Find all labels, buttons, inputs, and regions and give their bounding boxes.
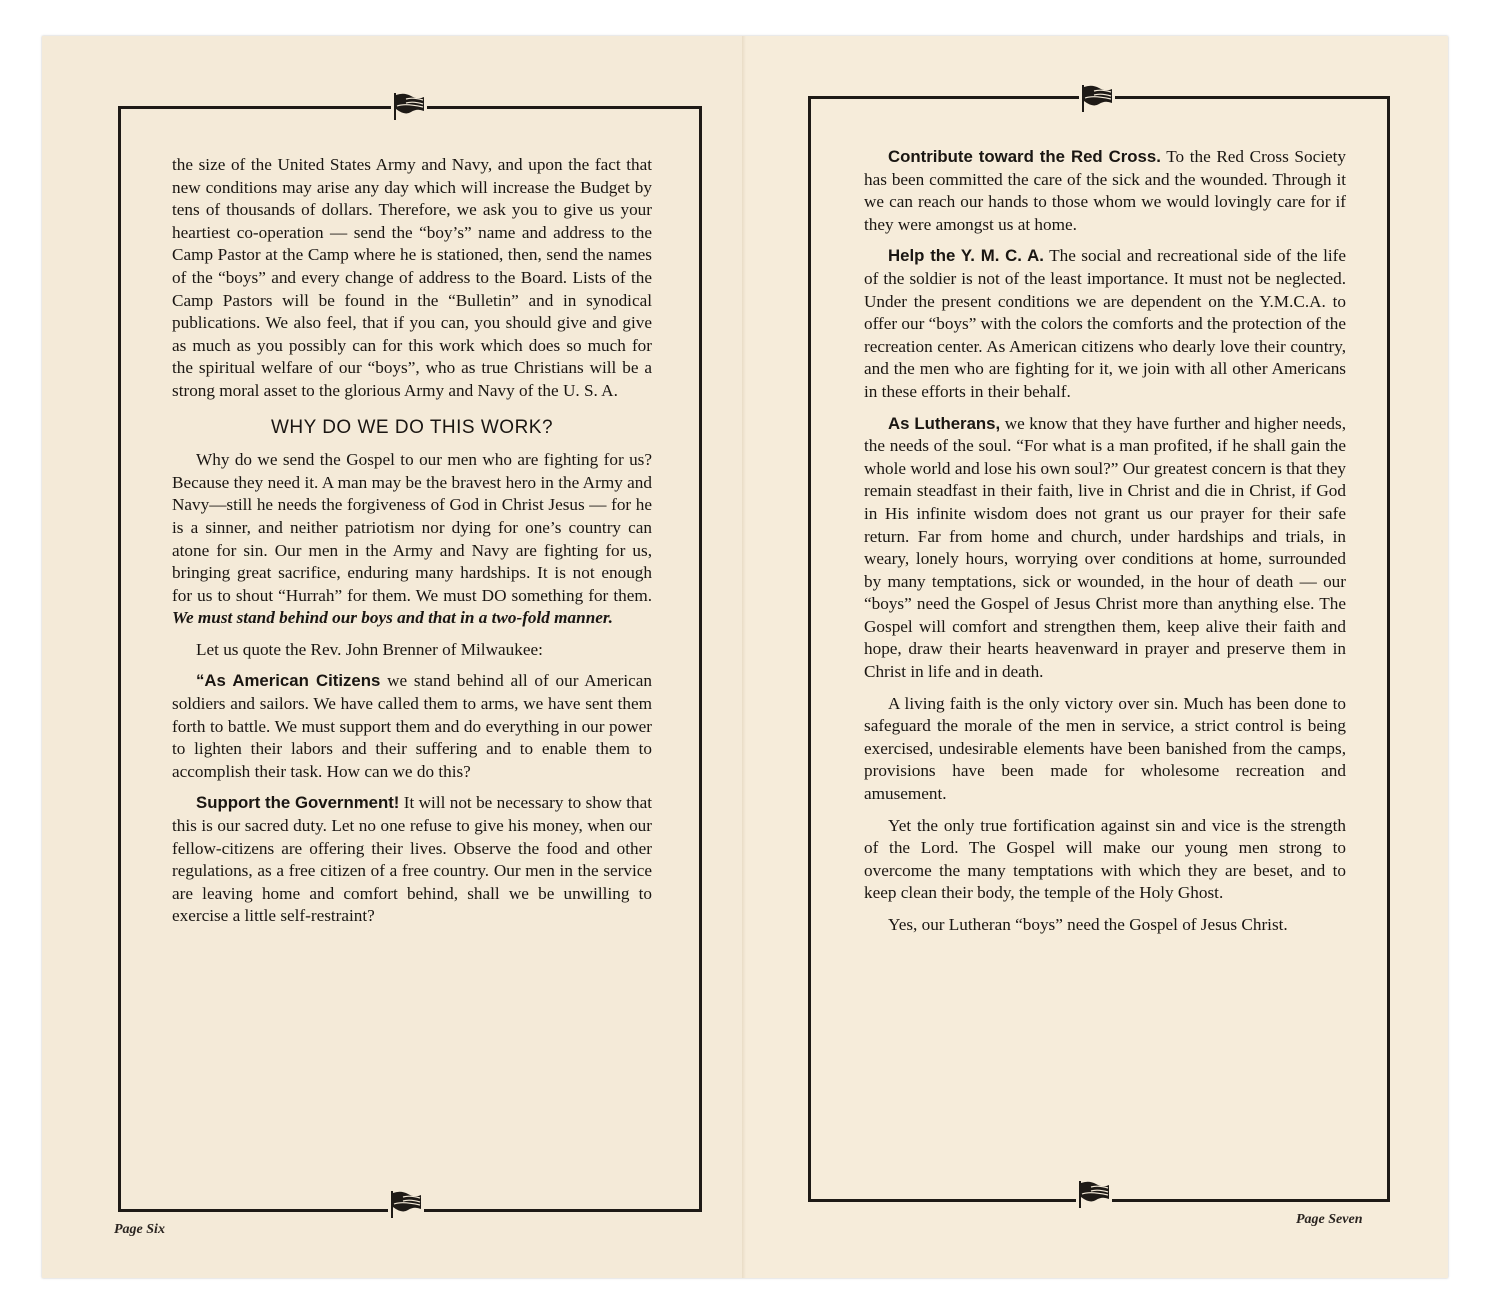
paragraph [172, 670, 652, 783]
page-six [42, 36, 746, 1278]
page-seven-body [864, 146, 1346, 946]
paragraph: Yet the only true fortification against sin and vice is the strength of the Lord. The Gospel will make our young men strong to overcome the many temptations with which they are beset, and to keep clean their body, the temple of the Holy Ghost. [864, 815, 1346, 903]
flag-icon [391, 90, 427, 122]
paragraph: Let us quote the Rev. John Brenner of Milwaukee: [196, 639, 543, 659]
paragraph-heading: Help the Y. M. C. A. [888, 246, 1044, 266]
paragraph-heading: Support the Government! [196, 793, 400, 813]
page-six-body [172, 154, 652, 937]
page-seven [746, 36, 1448, 1278]
section-title: WHY DO WE DO THIS WORK? [270, 416, 554, 438]
flag-icon [1079, 82, 1115, 114]
paragraph-text: To the Red Cross Society has been committed the care of the sick and the wounded. Through it we can reach our hands to those whom we would lovingly care for if they were amongst us at home. [864, 147, 1346, 234]
emphasis-text: We must stand behind our boys and that in a two-fold manner. [172, 608, 613, 628]
paragraph-heading: “As American Citizens [196, 671, 381, 691]
paragraph: A living faith is the only victory over sin. Much has been done to safeguard the morale of the men in service, a strict control is being exercised, undesirable elements have been banished from the camps, provisions have been made for wholesome recreation and amusement. [864, 693, 1346, 804]
paragraph: the size of the United States Army and Navy, and upon the fact that new conditions may arise any day which will increase the Budget by tens of thousands of dollars. Therefore, we ask you to give us your heartiest co-operation — send the “boy’s” name and address to the Camp Pastor at the Camp where he is stationed, then, send the names of the “boys” and every change of address to the Board. Lists of the Camp Pastors will be found in the “Bulletin” and in synodical publications. We also feel, that if you can, you should give and give as much as you possibly can for this work which does so much for the spiritual welfare of our “boys”, who as true Christians will be a strong moral asset to the glorious Army and Navy of the U. S. A. [172, 155, 652, 400]
booklet-spread [42, 36, 1448, 1278]
paragraph-text: Why do we send the Gospel to our men who are fighting for us? Because they need it. A man may be the bravest hero in the Army and Navy—still he needs the forgiveness of God in Christ Jesus — for he is a sinner, and neither patriotism nor dying for one’s country can atone for sin. Our men in the Army and Navy are fighting for us, bringing great sacrifice, enduring many hardships. It is not enough for us to shout “Hurrah” for them. We must DO something for them. [172, 450, 652, 605]
paragraph: Yes, our Lutheran “boys” need the Gospel of Jesus Christ. [888, 915, 1288, 934]
paragraph [864, 413, 1346, 684]
paragraph-text: The social and recreational side of the life of the soldier is not of the least importance. It must not be neglected. Under the present conditions we are dependent on the Y.M.C.A. to offer our “boys” with the colors the comforts and the protection of the recreation center. As American citizens who dearly love their country, and the men who are fighting for it, we join with all other Americans in these efforts in their behalf. [864, 246, 1346, 401]
paragraph [172, 449, 652, 630]
paragraph [864, 146, 1346, 236]
paragraph-text: we stand behind all of our American soldiers and sailors. We have called them to arms, we have sent them forth to battle. We must support them and do everything in our power to lighten their labors and their suffering and to enable them to accomplish their task. How can we do this? [172, 671, 652, 781]
paragraph-heading: Contribute toward the Red Cross. [888, 147, 1161, 166]
page-number: Page Seven [1296, 1212, 1363, 1227]
paragraph [172, 792, 652, 928]
paragraph-heading: As Lutherans, [888, 413, 1001, 433]
flag-icon [1076, 1178, 1112, 1210]
paragraph [864, 245, 1346, 403]
page-number: Page Six [114, 1222, 165, 1237]
paragraph-text: It will not be necessary to show that this is our sacred duty. Let no one refuse to give his money, when our fellow-citizens are offering their lives. Observe the food and other regulations, as a free citizen of a free country. Our men in the service are leaving home and comfort behind, shall we be unwilling to exercise a little self-restraint? [172, 793, 653, 926]
paragraph-text: we know that they have further and higher needs, the needs of the soul. “For what is a man profited, if he shall gain the whole world and lose his own soul?” Our greatest concern is that they remain steadfast in their faith, live in Christ and die in Christ, if God in His infinite wisdom does not grant us our prayer for their safe return. Far from home and church, under hardships and trials, in weary, lonely hours, worrying over conditions at home, surrounded by many temptations, sick or wounded, in the hour of death — our “boys” need the Gospel of Jesus Christ more than anything else. The Gospel will comfort and strengthen them, keep alive their faith and hope, draw their hearts heavenward in prayer and preserve them in Christ in life and in death. [864, 413, 1347, 682]
flag-icon [388, 1188, 424, 1220]
